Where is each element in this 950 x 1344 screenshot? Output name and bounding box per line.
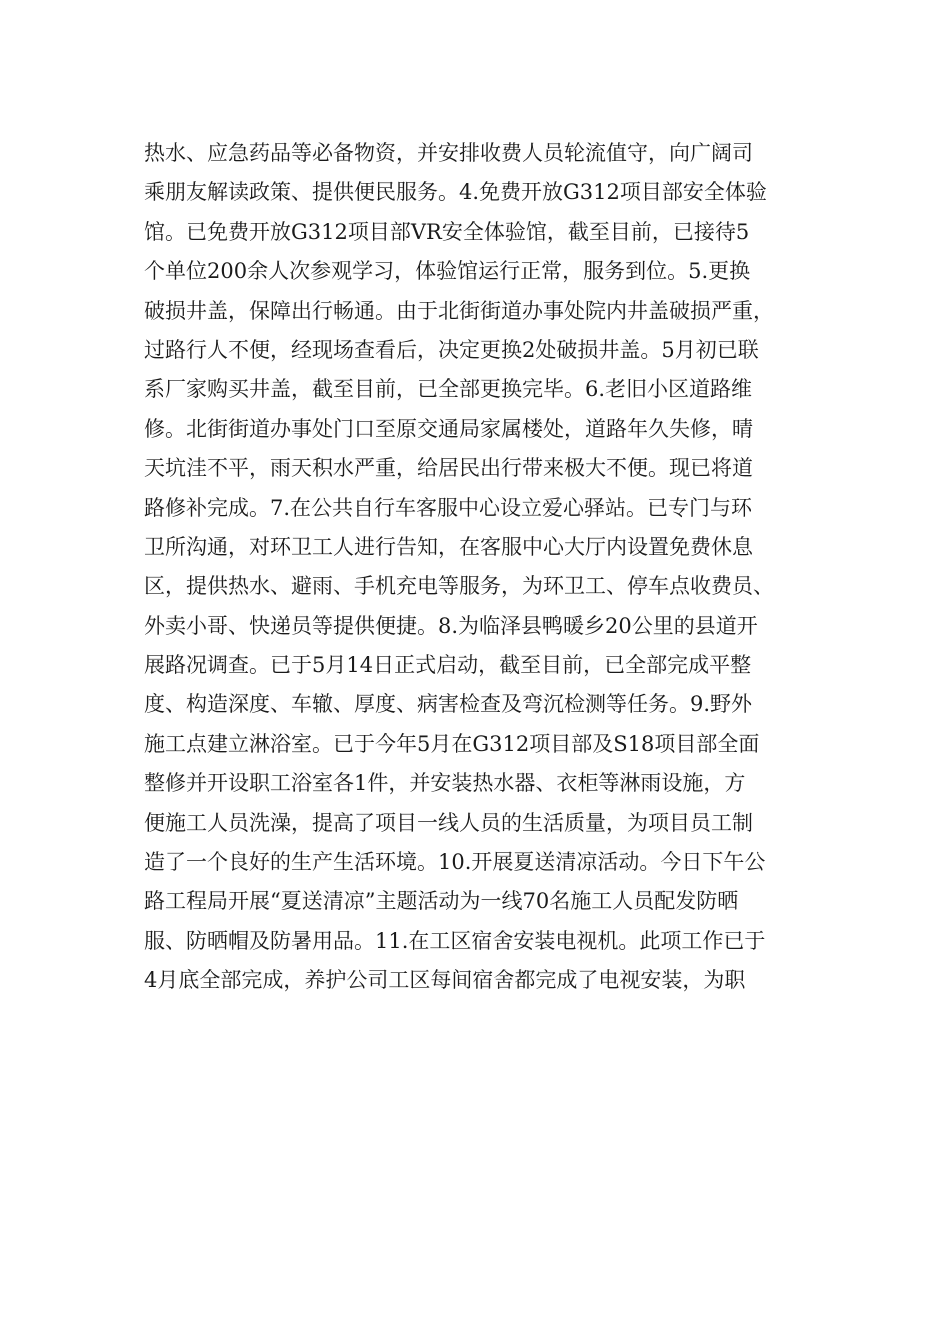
text-line: 服、防晒帽及防暑用品。11.在工区宿舍安装电视机。此项工作已于 [144,928,766,953]
text-line: 过路行人不便，经现场查看后，决定更换2处破损井盖。5月初已联 [144,337,759,362]
text-line: 卫所沟通，对环卫工人进行告知，在客服中心大厅内设置免费休息 [144,534,753,559]
text-line: 馆。已免费开放G312项目部VR安全体验馆，截至目前，已接待5 [144,219,750,244]
text-line: 路修补完成。7.在公共自行车客服中心设立爱心驿站。已专门与环 [144,495,753,520]
text-line: 整修并开设职工浴室各1件，并安装热水器、衣柜等淋雨设施，方 [144,771,746,796]
body-text [144,134,844,1001]
text-line: 4月底全部完成，养护公司工区每间宿舍都完成了电视安装，为职 [144,968,746,993]
text-line: 热水、应急药品等必备物资，并安排收费人员轮流值守，向广阔司 [144,141,753,165]
text-line: 破损井盖，保障出行畅通。由于北街街道办事处院内井盖破损严重， [144,298,774,323]
text-line: 系厂家购买井盖，截至目前，已全部更换完毕。6.老旧小区道路维 [144,377,753,402]
text-line: 修。北街街道办事处门口至原交通局家属楼处，道路年久失修，晴 [144,416,753,441]
text-line: 路工程局开展“夏送清凉”主题活动为一线70名施工人员配发防晒 [144,889,739,914]
text-line: 个单位200余人次参观学习，体验馆运行正常，服务到位。5.更换 [144,259,751,284]
text-line: 外卖小哥、快递员等提供便捷。8.为临泽县鸭暖乡20公里的县道开 [144,613,758,638]
text-line: 便施工人员洗澡，提高了项目一线人员的生活质量，为项目员工制 [144,810,753,835]
text-line: 展路况调查。已于5月14日正式启动，截至目前，已全部完成平整 [144,653,752,678]
text-line: 区，提供热水、避雨、手机充电等服务，为环卫工、停车点收费员、 [144,574,774,599]
text-line: 天坑洼不平，雨天积水严重，给居民出行带来极大不便。现已将道 [144,456,753,481]
text-line: 度、构造深度、车辙、厚度、病害检查及弯沉检测等任务。9.野外 [144,692,753,717]
text-line: 施工点建立淋浴室。已于今年5月在G312项目部及S18项目部全面 [144,731,760,756]
text-line: 造了一个良好的生产生活环境。10.开展夏送清凉活动。今日下午公 [144,850,766,875]
text-line: 乘朋友解读政策、提供便民服务。4.免费开放G312项目部安全体验 [144,180,767,205]
